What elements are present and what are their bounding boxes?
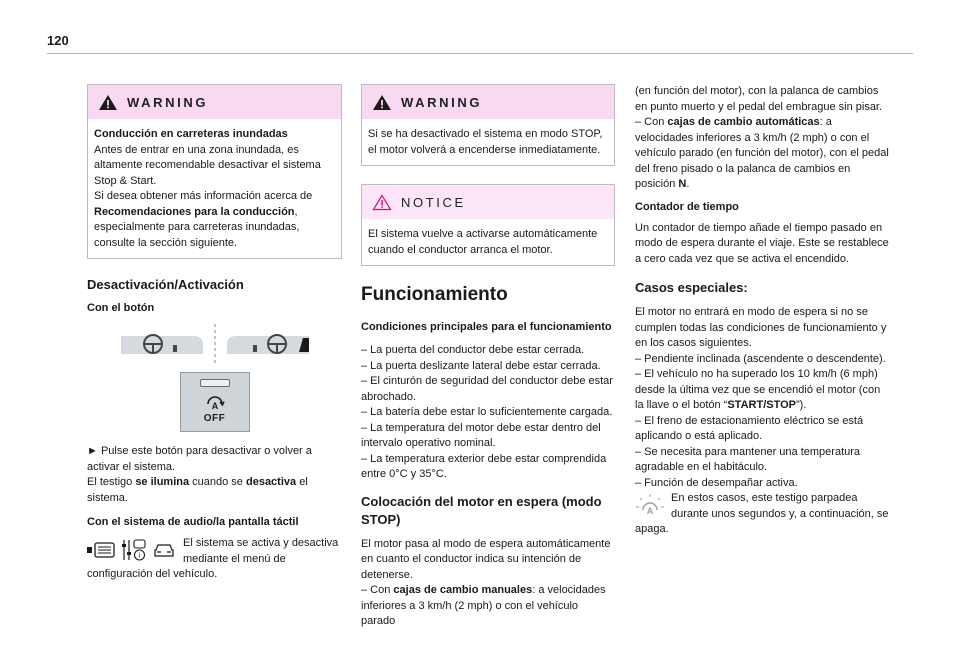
paragraph-timer: Un contador de tiempo añade el tiempo pasado en modo de espera durante el viaje. Este se restablece a cero cada vez que se activa el encendido.	[635, 221, 889, 265]
notice-text: El sistema vuelve a activarse automáticamente cuando el conductor arranca el motor.	[368, 228, 598, 256]
svg-text:i: i	[138, 552, 141, 560]
warning-header	[88, 85, 341, 119]
steering-wheel-rhd-icon	[225, 330, 311, 358]
condition-item: – La puerta del conductor debe estar cerrada.	[361, 344, 585, 356]
warning-body	[88, 119, 341, 258]
divider-dashed-icon	[213, 324, 217, 364]
notice-body	[362, 219, 614, 265]
column-2	[361, 84, 615, 630]
subheading-with-button: Con el botón	[87, 302, 155, 314]
notice-header-label: NOTICE	[401, 194, 466, 210]
page-number: 120	[47, 33, 69, 48]
subheading-conditions: Condiciones principales para el funcionamiento	[361, 321, 612, 333]
stop-start-off-button	[180, 372, 250, 432]
notice-triangle-icon	[372, 194, 392, 211]
section-title-operation: Funcionamiento	[361, 284, 508, 305]
warning-box-flooded-roads	[87, 84, 342, 259]
paragraph-special: El motor no entrará en modo de espera si no se cumplen todas las condiciones de funcionamiento y en los casos siguientes.	[635, 306, 887, 349]
special-item: – Pendiente inclinada (ascendente o descendente).	[635, 352, 886, 365]
paragraph-indicator: El testigo se ilumina cuando se desactiva el sistema.	[87, 476, 308, 504]
vehicle-icon	[153, 541, 175, 559]
paragraph-manual-continued: (en función del motor), con la palanca de cambios en punto muerto y el pedal del embrague sin pisar.	[635, 85, 883, 113]
condition-item: – La batería debe estar lo suficientemente cargada.	[361, 406, 613, 418]
special-item: – Se necesita para mantener una temperatura agradable en el habitáculo.	[635, 445, 861, 473]
column-1	[87, 84, 342, 583]
subheading-timer: Contador de tiempo	[635, 200, 739, 213]
warning-text: Si se ha desactivado el sistema en modo STOP, el motor volverá a encenderse inmediatamente.	[368, 128, 603, 156]
warning-triangle-icon	[98, 94, 118, 111]
warning-triangle-icon	[372, 94, 392, 111]
paragraph-manual-gearbox: – Con cajas de cambio manuales: a velocidades inferiores a 3 km/h (2 mph) o con el vehículo parado	[361, 584, 606, 627]
condition-item: – La puerta deslizante lateral debe estar cerrada.	[361, 359, 601, 372]
paragraph-audio-menu: El sistema se activa y desactiva mediante el menú de configuración del vehículo.	[87, 537, 339, 580]
warning-title: Conducción en carreteras inundadas	[94, 128, 288, 140]
notice-box	[361, 184, 615, 266]
svg-text:A: A	[646, 506, 654, 516]
warning-box-stop-mode	[361, 84, 615, 166]
special-item: – Función de desempañar activa.	[635, 476, 798, 489]
subheading-engine-standby: Colocación del motor en espera (modo STOP)	[361, 493, 602, 527]
warning-header	[362, 85, 614, 119]
top-rule	[47, 53, 913, 54]
subheading-audio-touchscreen: Con el sistema de audio/la pantalla táctil	[87, 516, 299, 528]
settings-sliders-icon	[121, 538, 147, 562]
paragraph-press-button: ► Pulse este botón para desactivar o volver a activar el sistema.	[87, 445, 312, 473]
warning-header-label: WARNING	[127, 94, 209, 110]
paragraph-blinking: En estos casos, este testigo parpadea durante unos segundos y, a continuación, se apaga.	[635, 492, 889, 535]
warning-header-label: WARNING	[401, 94, 483, 110]
column-3	[635, 84, 891, 538]
notice-header	[362, 185, 614, 219]
subheading-special-cases: Casos especiales:	[635, 280, 748, 295]
off-label: OFF	[203, 413, 226, 424]
touchscreen-menu-icon	[87, 541, 115, 559]
auto-a-icon	[205, 395, 225, 413]
auto-a-blinking-icon	[635, 493, 665, 519]
section-title-deactivation: Desactivación/Activación	[87, 277, 244, 292]
condition-item: – La temperatura del motor debe estar dentro del intervalo operativo nominal.	[361, 421, 601, 449]
paragraph-automatic-gearbox: – Con cajas de cambio automáticas: a velocidades inferiores a 3 km/h (2 mph) o con el vehículo parado (en función del motor), con el pedal del freno pisado o la palanca de cambios en posición N.	[635, 116, 889, 190]
warning-text-2: Si desea obtener más información acerca de Recomendaciones para la conducción, especialmente para carreteras inundadas, consulte la sección siguiente.	[94, 190, 313, 249]
warning-body	[362, 119, 614, 165]
special-item: – El vehículo no ha superado los 10 km/h (6 mph) desde la última vez que se encendió el motor (con la llave o el botón “START/STOP”).	[635, 368, 881, 411]
condition-item: – El cinturón de seguridad del conductor debe estar abrochado.	[361, 375, 613, 403]
dashboard-figure	[87, 324, 342, 364]
svg-text:A: A	[211, 401, 218, 411]
indicator-slot	[200, 379, 230, 387]
warning-text-1: Antes de entrar en una zona inundada, es altamente recomendable desactivar el sistema Stop & Start.	[94, 143, 321, 187]
paragraph-standby: El motor pasa al modo de espera automáticamente en cuanto el conductor indica su intención de detenerse.	[361, 537, 611, 581]
condition-item: – La temperatura exterior debe estar comprendida entre 0°C y 35°C.	[361, 452, 607, 480]
audio-icons-row	[87, 538, 175, 562]
steering-wheel-lhd-icon	[119, 330, 205, 358]
special-item: – El freno de estacionamiento eléctrico se está aplicando o está aplicado.	[635, 414, 864, 442]
